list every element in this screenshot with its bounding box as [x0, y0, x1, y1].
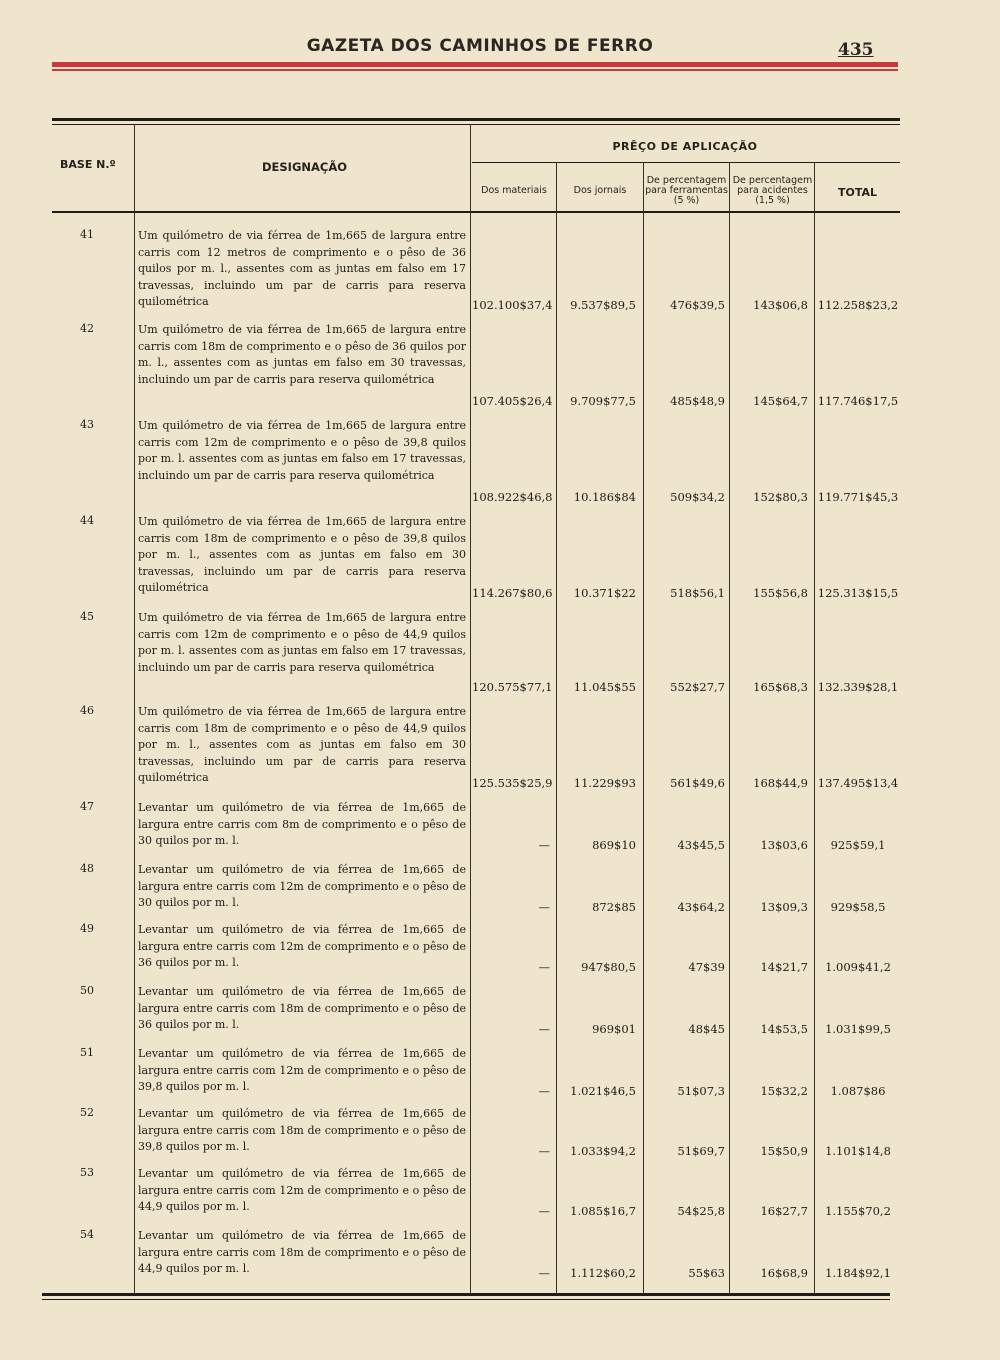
column-divider: [134, 124, 135, 1294]
cell-jornais: 10.371$22: [573, 586, 636, 600]
cell-ferramentas: 48$45: [688, 1022, 725, 1036]
cell-total: 137.495$13,4: [817, 776, 899, 790]
cell-ferramentas: 561$49,6: [670, 776, 725, 790]
cell-materiais: 108.922$46,8: [472, 490, 553, 504]
row-base-number: 43: [80, 418, 94, 431]
row-designation: Um quilómetro de via férrea de 1m,665 de largura entre carris com 12m de comprimento e o pêso de 39,8 quilos por m. l. assentes com as juntas em falso em 17 travessas, incluindo um par de carris para reserva quilométrica: [138, 419, 466, 482]
header-line: (1,5 %): [755, 195, 790, 206]
cell-materiais: —: [538, 1144, 550, 1158]
row-designation: Levantar um quilómetro de via férrea de 1m,665 de largura entre carris com 18m de comprimento e o pêso de 39,8 quilos por m. l.: [138, 1107, 466, 1153]
row-base-number: 52: [80, 1106, 94, 1119]
column-header-ferramentas: [644, 176, 729, 206]
cell-acidentes: 155$56,8: [753, 586, 808, 600]
cell-total: 1.155$70,2: [825, 1204, 891, 1218]
cell-acidentes: 152$80,3: [753, 490, 808, 504]
column-divider: [643, 162, 644, 1294]
table-top-rule: [52, 118, 900, 121]
cell-ferramentas: 54$25,8: [677, 1204, 725, 1218]
cell-total: 1.031$99,5: [825, 1022, 891, 1036]
table-top-rule-thin: [52, 124, 900, 125]
cell-materiais: —: [538, 1084, 550, 1098]
cell-total: 112.258$23,2: [817, 298, 899, 312]
cell-materiais: —: [538, 1204, 550, 1218]
row-designation: Levantar um quilómetro de via férrea de 1m,665 de largura entre carris com 12m de comprimento e o pêso de 30 quilos por m. l.: [138, 863, 466, 909]
cell-acidentes: 14$53,5: [760, 1022, 808, 1036]
header-bottom-rule: [52, 211, 900, 213]
cell-materiais: —: [538, 1022, 550, 1036]
row-designation: Um quilómetro de via férrea de 1m,665 de largura entre carris com 18m de comprimento e o pêso de 36 quilos por m. l., assentes com as juntas em falso em 30 travessas, incluindo um par de carris para reserva quilométrica: [138, 323, 466, 386]
cell-total: 132.339$28,1: [817, 680, 899, 694]
table-bottom-rule: [42, 1293, 890, 1296]
row-designation: Um quilómetro de via férrea de 1m,665 de largura entre carris com 12m de comprimento e o pêso de 44,9 quilos por m. l. assentes com as juntas em falso em 17 travessas, incluindo um par de carris para reserva quilométrica: [138, 611, 466, 674]
row-designation: Um quilómetro de via férrea de 1m,665 de largura entre carris com 18m de comprimento e o pêso de 44,9 quilos por m. l., assentes com as juntas em falso em 30 travessas, incluindo um par de carris para reserva quilométrica: [138, 705, 466, 784]
cell-acidentes: 16$68,9: [760, 1266, 808, 1280]
cell-jornais: 1.021$46,5: [570, 1084, 636, 1098]
column-header-base: BASE N.º: [60, 158, 116, 171]
cell-materiais: —: [538, 900, 550, 914]
cell-jornais: 1.085$16,7: [570, 1204, 636, 1218]
row-base-number: 45: [80, 610, 94, 623]
row-base-number: 50: [80, 984, 94, 997]
row-base-number: 48: [80, 862, 94, 875]
row-base-number: 54: [80, 1228, 94, 1241]
cell-ferramentas: 47$39: [688, 960, 725, 974]
column-divider: [470, 124, 471, 1294]
cell-acidentes: 15$50,9: [760, 1144, 808, 1158]
row-designation: Levantar um quilómetro de via férrea de 1m,665 de largura entre carris com 12m de comprimento e o pêso de 39,8 quilos por m. l.: [138, 1047, 466, 1093]
cell-ferramentas: 43$64,2: [677, 900, 725, 914]
cell-jornais: 9.709$77,5: [570, 394, 636, 408]
row-base-number: 51: [80, 1046, 94, 1059]
header-line: (5 %): [673, 195, 700, 206]
cell-acidentes: 168$44,9: [753, 776, 808, 790]
cell-jornais: 9.537$89,5: [570, 298, 636, 312]
row-base-number: 49: [80, 922, 94, 935]
cell-materiais: —: [538, 838, 550, 852]
table-bottom-rule-thin: [42, 1299, 890, 1300]
cell-ferramentas: 51$07,3: [677, 1084, 725, 1098]
header-line: para acidentes: [737, 185, 808, 196]
cell-total: 117.746$17,5: [817, 394, 899, 408]
row-base-number: 44: [80, 514, 94, 527]
cell-jornais: 1.112$60,2: [570, 1266, 636, 1280]
cell-acidentes: 13$03,6: [760, 838, 808, 852]
cell-ferramentas: 43$45,5: [677, 838, 725, 852]
cell-jornais: 969$01: [592, 1022, 636, 1036]
cell-ferramentas: 518$56,1: [670, 586, 725, 600]
cell-acidentes: 15$32,2: [760, 1084, 808, 1098]
column-header-jornais: Dos jornais: [573, 185, 627, 196]
column-divider: [729, 162, 730, 1294]
row-designation: Levantar um quilómetro de via férrea de 1m,665 de largura entre carris com 18m de comprimento e o pêso de 36 quilos por m. l.: [138, 985, 466, 1031]
row-base-number: 47: [80, 800, 94, 813]
cell-acidentes: 13$09,3: [760, 900, 808, 914]
cell-jornais: 10.186$84: [573, 490, 636, 504]
cell-total: 929$58,5: [830, 900, 886, 914]
cell-ferramentas: 476$39,5: [670, 298, 725, 312]
column-divider: [556, 162, 557, 1294]
row-base-number: 53: [80, 1166, 94, 1179]
row-designation: Levantar um quilómetro de via férrea de 1m,665 de largura entre carris com 12m de comprimento e o pêso de 44,9 quilos por m. l.: [138, 1167, 466, 1213]
row-base-number: 46: [80, 704, 94, 717]
header-line: De percentagem: [646, 175, 727, 186]
column-header-acidentes: [730, 176, 815, 206]
row-designation: Levantar um quilómetro de via férrea de 1m,665 de largura entre carris com 18m de comprimento e o pêso de 44,9 quilos por m. l.: [138, 1229, 466, 1275]
cell-acidentes: 14$21,7: [760, 960, 808, 974]
row-designation: Levantar um quilómetro de via férrea de 1m,665 de largura entre carris com 8m de comprimento e o pêso de 30 quilos por m. l.: [138, 801, 466, 847]
cell-acidentes: 143$06,8: [753, 298, 808, 312]
cell-total: 1.101$14,8: [825, 1144, 891, 1158]
cell-materiais: 114.267$80,6: [472, 586, 553, 600]
cell-acidentes: 165$68,3: [753, 680, 808, 694]
cell-jornais: 11.229$93: [573, 776, 636, 790]
cell-ferramentas: 552$27,7: [670, 680, 725, 694]
header-rule-bottom: [52, 69, 898, 71]
cell-materiais: —: [538, 960, 550, 974]
cell-total: 925$59,1: [830, 838, 886, 852]
cell-acidentes: 16$27,7: [760, 1204, 808, 1218]
column-divider: [814, 162, 815, 1294]
group-header-rule: [472, 162, 900, 163]
cell-jornais: 869$10: [592, 838, 636, 852]
cell-total: 1.087$86: [830, 1084, 886, 1098]
cell-total: 125.313$15,5: [817, 586, 899, 600]
cell-jornais: 947$80,5: [581, 960, 636, 974]
cell-materiais: 102.100$37,4: [472, 298, 553, 312]
cell-ferramentas: 509$34,2: [670, 490, 725, 504]
cell-materiais: —: [538, 1266, 550, 1280]
cell-materiais: 125.535$25,9: [472, 776, 553, 790]
row-base-number: 42: [80, 322, 94, 335]
cell-ferramentas: 55$63: [688, 1266, 725, 1280]
group-header-price: PRÊÇO DE APLICAÇÃO: [612, 140, 758, 153]
cell-materiais: 120.575$77,1: [472, 680, 553, 694]
cell-total: 1.009$41,2: [825, 960, 891, 974]
cell-materiais: 107.405$26,4: [472, 394, 553, 408]
cell-ferramentas: 485$48,9: [670, 394, 725, 408]
cell-jornais: 872$85: [592, 900, 636, 914]
header-rule-top: [52, 62, 898, 67]
page-number: 435: [838, 40, 874, 60]
page-header-title: GAZETA DOS CAMINHOS DE FERRO: [306, 36, 654, 56]
column-header-materiais: Dos materiais: [481, 185, 547, 196]
column-header-total: TOTAL: [837, 186, 878, 199]
cell-total: 1.184$92,1: [825, 1266, 891, 1280]
row-base-number: 41: [80, 228, 94, 241]
cell-ferramentas: 51$69,7: [677, 1144, 725, 1158]
header-line: De percentagem: [732, 175, 813, 186]
row-designation: Um quilómetro de via férrea de 1m,665 de largura entre carris com 12 metros de comprimento e o pêso de 36 quilos por m. l., assentes com as juntas em falso em 17 travessas, incluindo um par de carris para reserva quilométrica: [138, 229, 466, 308]
header-line: para ferramentas: [645, 185, 728, 196]
cell-total: 119.771$45,3: [817, 490, 899, 504]
cell-jornais: 11.045$55: [573, 680, 636, 694]
cell-jornais: 1.033$94,2: [570, 1144, 636, 1158]
cell-acidentes: 145$64,7: [753, 394, 808, 408]
row-designation: Um quilómetro de via férrea de 1m,665 de largura entre carris com 18m de comprimento e o pêso de 39,8 quilos por m. l., assentes com as juntas em falso em 30 travessas, incluindo um par de carris para reserva quilométrica: [138, 515, 466, 594]
row-designation: Levantar um quilómetro de via férrea de 1m,665 de largura entre carris com 12m de comprimento e o pêso de 36 quilos por m. l.: [138, 923, 466, 969]
column-header-designation: DESIGNAÇÃO: [262, 160, 348, 174]
